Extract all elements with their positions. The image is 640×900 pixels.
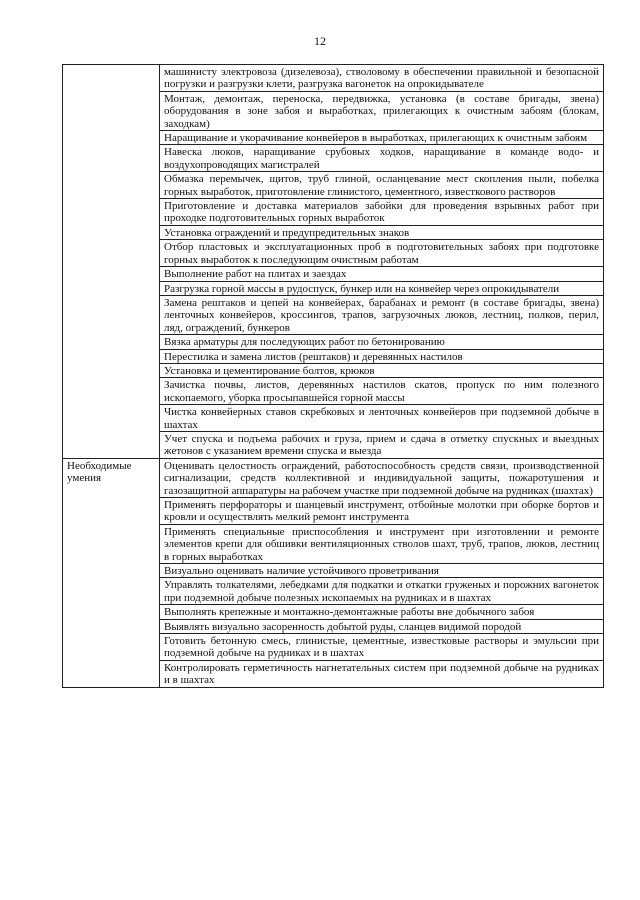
labor-functions-table bbox=[62, 64, 604, 688]
table-cell: Учет спуска и подъема рабочих и груза, прием и сдача в отметку спускных и выездных жетонов с указанием времени спуска и выезда bbox=[160, 431, 604, 458]
table-cell: Замена рештаков и цепей на конвейерах, барабанах и ремонт (в составе бригады, звена) ленточных конвейеров, кроссингов, трапов, загрузочных люков, лестниц, полков, перил, ляд, ограждений, бункеров bbox=[160, 295, 604, 334]
table-cell: Установка ограждений и предупредительных знаков bbox=[160, 225, 604, 239]
table-cell: Визуально оценивать наличие устойчивого проветривания bbox=[160, 564, 604, 578]
table-cell: Обмазка перемычек, щитов, труб глиной, осланцевание мест скопления пыли, побелка горных выработок, приготовление глинистого, цементного, известкового растворов bbox=[160, 172, 604, 199]
table-row bbox=[63, 458, 604, 497]
table-row bbox=[63, 65, 604, 92]
table-cell: Отбор пластовых и эксплуатационных проб в подготовительных забоях при подготовке горных выработок к последующим очистным работам bbox=[160, 240, 604, 267]
table-cell: Зачистка почвы, листов, деревянных настилов скатов, пропуск по ним полезного ископаемого, уборка просыпавшейся горной массы bbox=[160, 378, 604, 405]
table-cell: Применять специальные приспособления и инструмент при изготовлении и ремонте элементов крепи для обшивки вентиляционных стволов шахт, труб, трапов, люков, лестниц в горных выработках bbox=[160, 524, 604, 563]
table-cell: машинисту электровоза (дизелевоза), стволовому в обеспечении правильной и безопасной погрузки и разгрузки клети, разгрузка вагонеток на опрокидывателе bbox=[160, 65, 604, 92]
table-cell: Вязка арматуры для последующих работ по бетонированию bbox=[160, 335, 604, 349]
page-number: 12 bbox=[314, 34, 326, 48]
table-cell: Готовить бетонную смесь, глинистые, цементные, известковые растворы и эмульсии при подземной добыче на рудниках и в шахтах bbox=[160, 634, 604, 661]
table-cell: Чистка конвейерных ставов скребковых и ленточных конвейеров при подземной добыче в шахтах bbox=[160, 405, 604, 432]
table-cell: Навеска люков, наращивание срубовых ходков, наращивание в команде водо- и воздухопроводящих магистралей bbox=[160, 145, 604, 172]
table-cell: Контролировать герметичность нагнетательных систем при подземной добыче на рудниках и в шахтах bbox=[160, 660, 604, 687]
table-cell: Применять перфораторы и шанцевый инструмент, отбойные молотки при оборке бортов и кровли и осуществлять мелкий ремонт инструмента bbox=[160, 498, 604, 525]
table-cell: Установка и цементирование болтов, крюков bbox=[160, 363, 604, 377]
table-cell: Выявлять визуально засоренность добытой руды, сланцев видимой породой bbox=[160, 619, 604, 633]
table-cell: Выполнение работ на плитах и заездах bbox=[160, 267, 604, 281]
table-cell: Выполнять крепежные и монтажно-демонтажные работы вне добычного забоя bbox=[160, 605, 604, 619]
table-cell: Наращивание и укорачивание конвейеров в выработках, прилегающих к очистным забоям bbox=[160, 131, 604, 145]
section-label: Необходимые умения bbox=[63, 458, 160, 687]
section-label bbox=[63, 65, 160, 459]
table-cell: Монтаж, демонтаж, переноска, передвижка, установка (в составе бригады, звена) оборудования в зоне забоя и выработках, прилегающих к очистным забоям (блокам, заходкам) bbox=[160, 91, 604, 130]
table-body bbox=[63, 65, 604, 688]
table-cell: Оценивать целостность ограждений, работоспособность средств связи, производственной сигнализации, средств коллективной и индивидуальной защиты, пожаротушения и газозащитной аппаратуры на рабочем участке при подземной добыче на рудниках (шахтах) bbox=[160, 458, 604, 497]
table-cell: Перестилка и замена листов (рештаков) и деревянных настилов bbox=[160, 349, 604, 363]
table-cell: Разгрузка горной массы в рудоспуск, бункер или на конвейер через опрокидыватели bbox=[160, 281, 604, 295]
table-cell: Приготовление и доставка материалов забойки для проведения взрывных работ при проходке подготовительных горных выработок bbox=[160, 199, 604, 226]
table-cell: Управлять толкателями, лебедками для подкатки и откатки груженых и порожних вагонеток при подземной добыче полезных ископаемых на рудниках и в шахтах bbox=[160, 578, 604, 605]
